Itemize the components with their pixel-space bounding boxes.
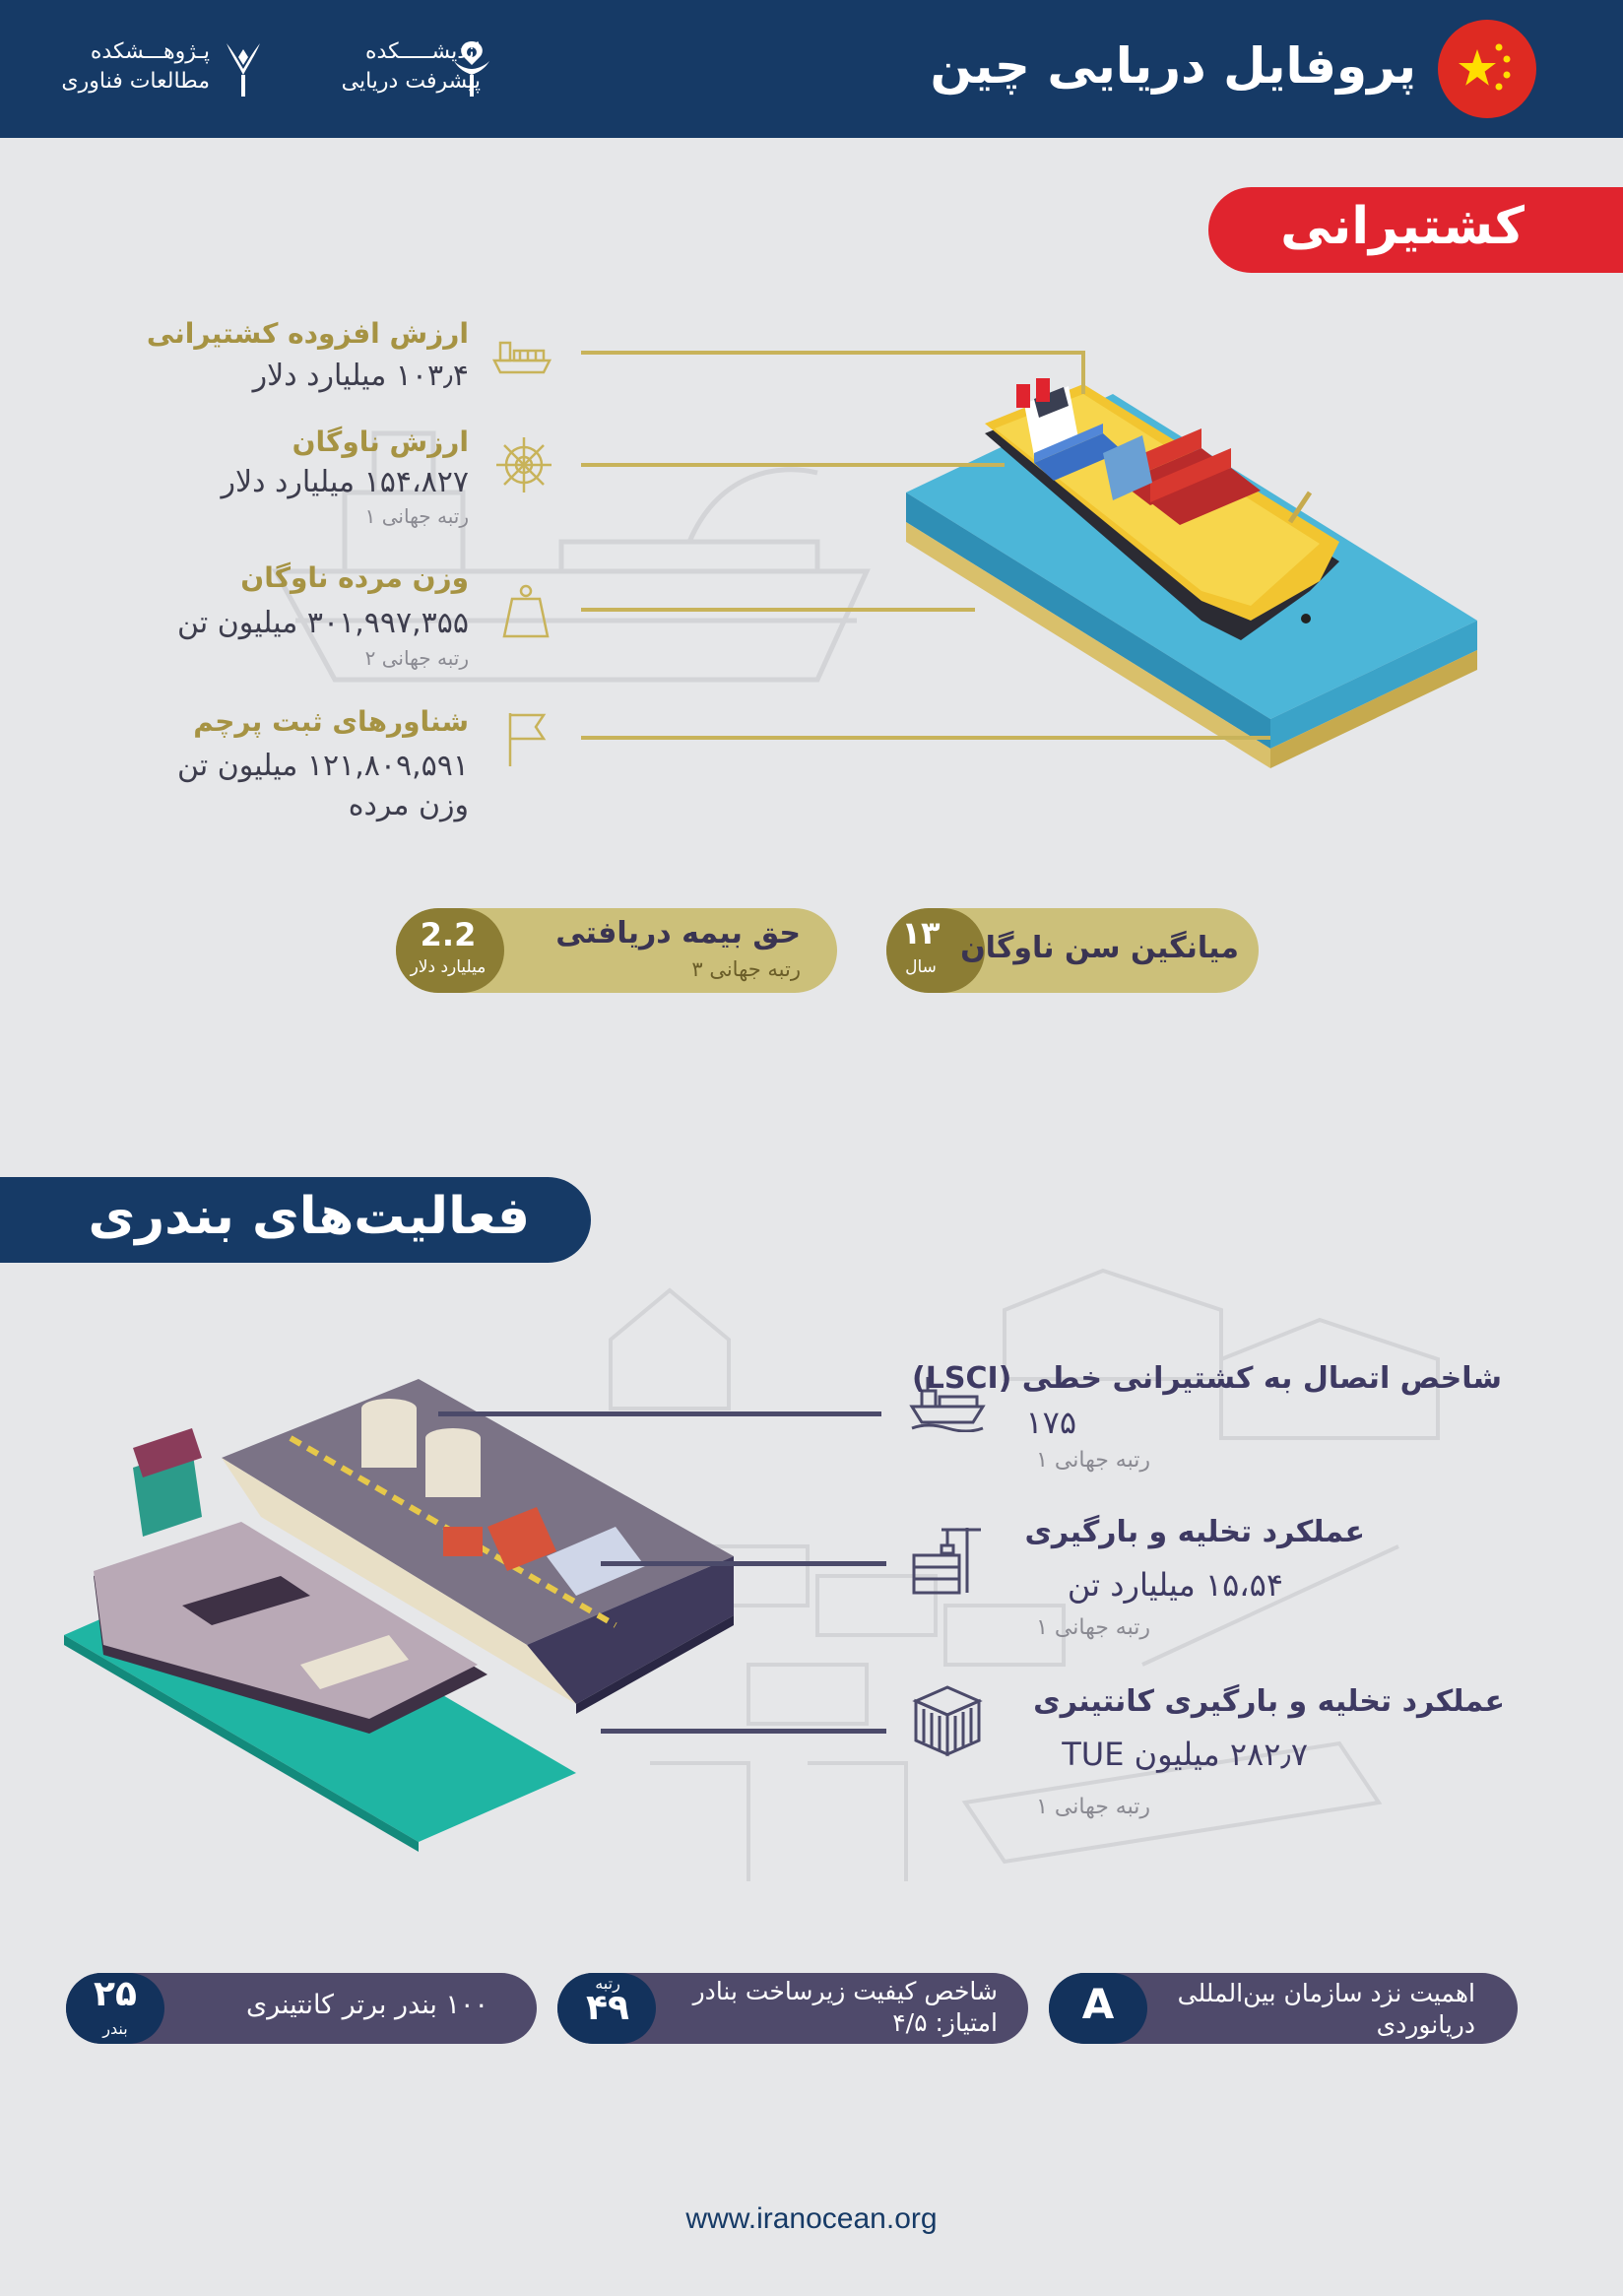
org2-name	[61, 37, 210, 97]
connector-line	[1081, 351, 1085, 394]
org2-line2: مطالعات فناوری	[61, 69, 210, 94]
top100-label: ۱۰۰ بندر برتر کانتینری	[245, 1990, 488, 2020]
infrastructure-rank: ۴۹	[586, 1988, 629, 2028]
org1-line2: پیشرفت دریایی	[341, 69, 481, 94]
china-flag-icon	[1438, 20, 1536, 118]
stat-rank: رتبه جهانی ۱	[364, 504, 469, 528]
port-stat-label: عملکرد تخلیه و بارگیری	[1024, 1515, 1365, 1549]
connector-line	[581, 736, 1270, 740]
connector-line	[438, 1411, 881, 1416]
stat-label: وزن مرده ناوگان	[240, 561, 469, 594]
shipping-section-title: کشتیرانی	[1280, 197, 1525, 256]
insurance-rank: رتبه جهانی ۳	[691, 957, 801, 981]
port-stat-rank: رتبه جهانی ۱	[1036, 1615, 1150, 1640]
connector-line	[601, 1729, 886, 1734]
org1-name	[342, 37, 481, 97]
stat-value: ۳۰۱,۹۹۷,۳۵۵ میلیون تن	[177, 606, 469, 640]
stat-label: ارزش افزوده کشتیرانی	[146, 317, 469, 350]
imo-label-line2: دریانوردی	[1376, 2010, 1475, 2039]
insurance-label: حق بیمه دریافتی	[555, 916, 801, 951]
weight-icon	[494, 579, 557, 642]
avg-age-number: ۱۳	[901, 914, 941, 951]
avg-age-label: میانگین سن ناوگان	[960, 931, 1239, 965]
infrastructure-label: شاخص کیفیت زیرساخت بنادر	[692, 1977, 998, 2005]
connector-line	[581, 608, 975, 612]
stat-label: ارزش ناوگان	[292, 426, 469, 458]
stat-value: ۱۲۱,۸۰۹,۵۹۱ میلیون تن	[177, 749, 469, 783]
stat-value: ۱۵۴،۸۲۷ میلیارد دلار	[221, 465, 469, 499]
research-institute-logo-icon	[219, 35, 268, 104]
port-stat-value: ۱۷۵	[1025, 1404, 1076, 1441]
imo-grade: A	[1081, 1980, 1115, 2028]
port-stat-value: ۲۸۲٫۷ میلیون TUE	[1062, 1736, 1308, 1773]
cargo-ship-icon	[490, 321, 553, 384]
connector-line	[601, 1561, 886, 1566]
top100-number: ۲۵	[94, 1974, 137, 2014]
imo-label	[1178, 1978, 1475, 2041]
ship-wheel-icon	[492, 433, 555, 496]
org1-line1: اندیشـــــکده	[365, 39, 481, 64]
stat-value: ۱۰۳٫۴ میلیارد دلار	[252, 359, 469, 393]
avg-age-unit: سال	[905, 957, 937, 977]
cargo-ship-illustration	[906, 355, 1477, 782]
imo-label-line1: اهمیت نزد سازمان بین‌المللی	[1177, 1979, 1475, 2007]
page-title: پروفایل دریایی چین	[930, 37, 1416, 95]
insurance-unit: میلیارد دلار	[410, 957, 487, 977]
port-section-title: فعالیت‌های بندری	[88, 1187, 530, 1246]
container-stack-icon	[908, 1679, 987, 1762]
port-stat-rank: رتبه جهانی ۱	[1036, 1795, 1150, 1819]
stat-rank: رتبه جهانی ۲	[364, 646, 469, 670]
flag-icon	[496, 707, 559, 770]
website-link[interactable]: www.iranocean.org	[685, 2202, 938, 2235]
connector-line	[581, 463, 1005, 467]
port-stat-value: ۱۵،۵۴ میلیارد تن	[1067, 1566, 1283, 1604]
port-illustration	[64, 1379, 753, 1856]
crane-icon	[908, 1522, 987, 1601]
port-stat-label: عملکرد تخلیه و بارگیری کانتینری	[1033, 1684, 1505, 1719]
org2-line1: پـژوهـــشکده	[90, 39, 210, 64]
stat-value-secondary: وزن مرده	[348, 788, 469, 822]
insurance-number: 2.2	[420, 916, 477, 953]
stat-label: شناورهای ثبت پرچم	[193, 705, 469, 738]
infrastructure-rank-label: رتبه	[595, 1974, 620, 1993]
top100-unit: بندر	[102, 2019, 128, 2038]
connector-line	[581, 351, 1083, 355]
port-stat-label: شاخص اتصال به کشتیرانی خطی (LSCI)	[912, 1361, 1502, 1396]
infrastructure-score: امتیاز: ۴/۵	[892, 2008, 998, 2037]
port-stat-rank: رتبه جهانی ۱	[1036, 1448, 1150, 1473]
